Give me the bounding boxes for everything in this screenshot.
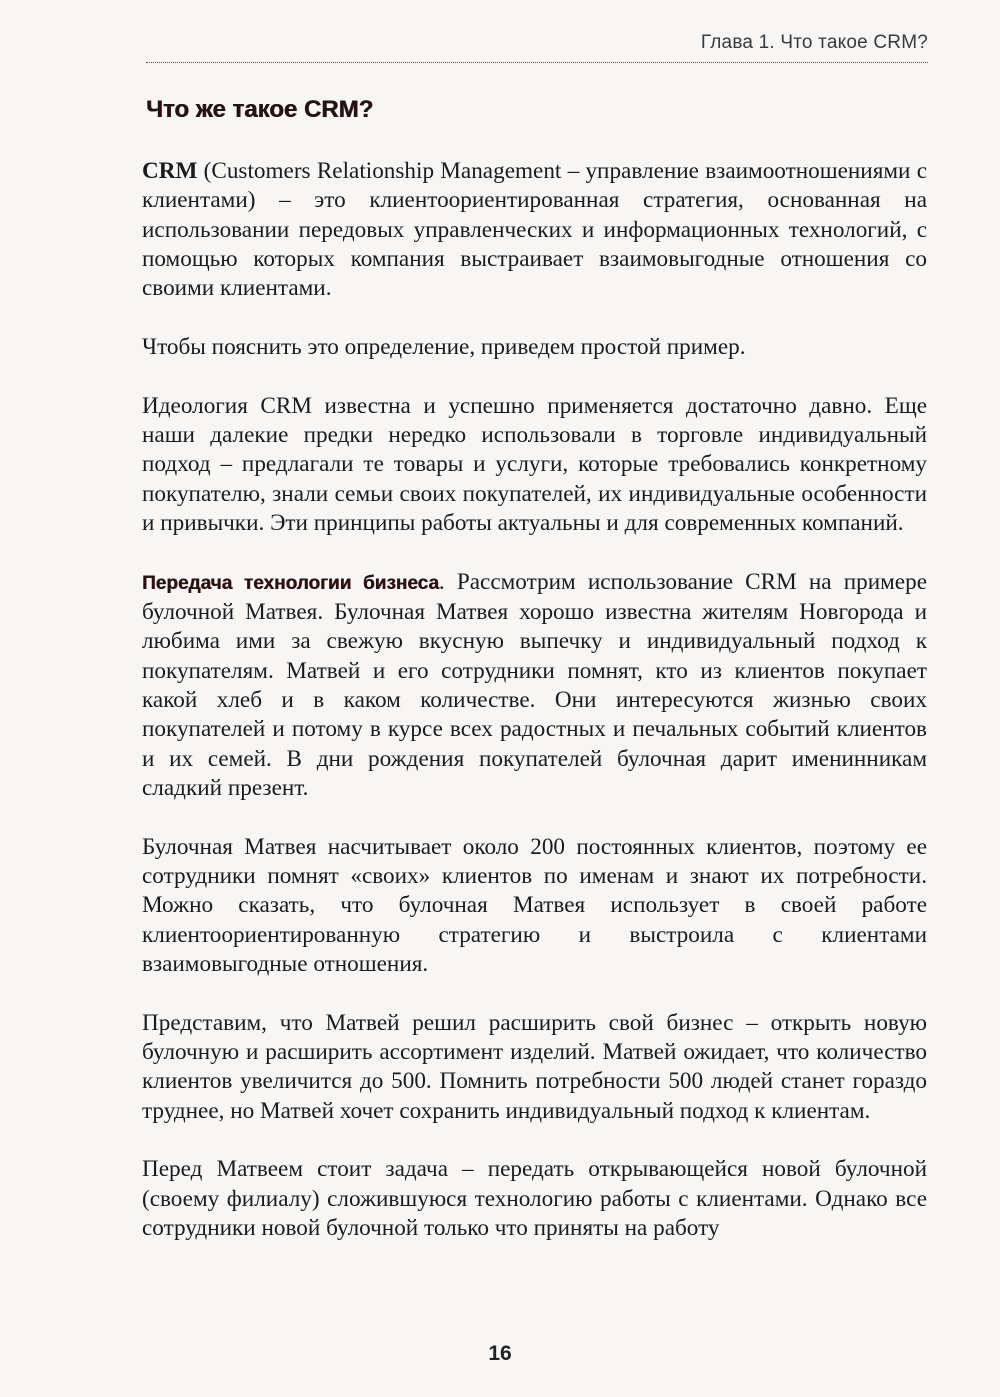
paragraph-task: Перед Матвеем стоит задача – передать открывающейся новой булочной (своему филиалу) сложившуюся технологию работы с клиентами. Однако все сотрудники новой булочной только что приняты на работу [142, 1156, 927, 1241]
paragraph-example-intro: Чтобы пояснить это определение, приведем простой пример. [142, 333, 746, 360]
section-title: Что же такое CRM? [146, 96, 374, 123]
header-divider [146, 62, 928, 63]
body-text [142, 157, 927, 1273]
term-crm: CRM [142, 158, 198, 184]
paragraph-text: (Customers Relationship Management – управление взаимоотношениями с клиентами) – это клиентоориентированная стратегия, основанная на использовании передовых управленческих и информационных технологий, с помощью которых компания выстраивает взаимовыгодные отношения со своими клиентами. [142, 158, 927, 302]
paragraph-ideology: Идеология CRM известна и успешно применяется достаточно давно. Еще наши далекие предки нередко использовали в торговле индивидуальный подход – предлагали те товары и услуги, которые требовались конкретному покупателю, знали семьи своих покупателей, их индивидуальные особенности и привычки. Эти принципы работы актуальны и для современных компаний. [142, 392, 927, 536]
paragraph-definition [142, 157, 927, 303]
page-number: 16 [488, 1342, 512, 1365]
paragraph-technology-transfer [142, 568, 927, 803]
paragraph-bakery-clients: Булочная Матвея насчитывает около 200 постоянных клиентов, поэтому ее сотрудники помнят «своих» клиентов по именам и знают их потребности. Можно сказать, что булочная Матвея использует в своей работе клиентоориентированную стратегию и выстроила с клиентами взаимовыгодные отношения. [142, 833, 927, 977]
running-header: Глава 1. Что такое CRM? [700, 32, 928, 53]
paragraph-text: . Рассмотрим использование CRM на примере булочной Матвея. Булочная Матвея хорошо известна жителям Новгорода и любима ими за свежую вкусную выпечку и индивидуальный подход к покупателям. Матвей и его сотрудники помнят, кто из клиентов покупает какой хлеб и в каком количестве. Они интересуются жизнью своих покупателей и потому в курсе всех радостных и печальных событий клиентов и их семей. В дни рождения покупателей булочная дарит именинникам сладкий презент. [142, 568, 927, 801]
paragraph-expansion: Представим, что Матвей решил расширить свой бизнес – открыть новую булочную и расширить ассортимент изделий. Матвей ожидает, что количество клиентов увеличится до 500. Помнить потребности 500 людей станет гораздо труднее, но Матвей хочет сохранить индивидуальный подход к клиентам. [142, 1009, 927, 1124]
run-in-heading: Передача технологии бизнеса [142, 572, 439, 594]
